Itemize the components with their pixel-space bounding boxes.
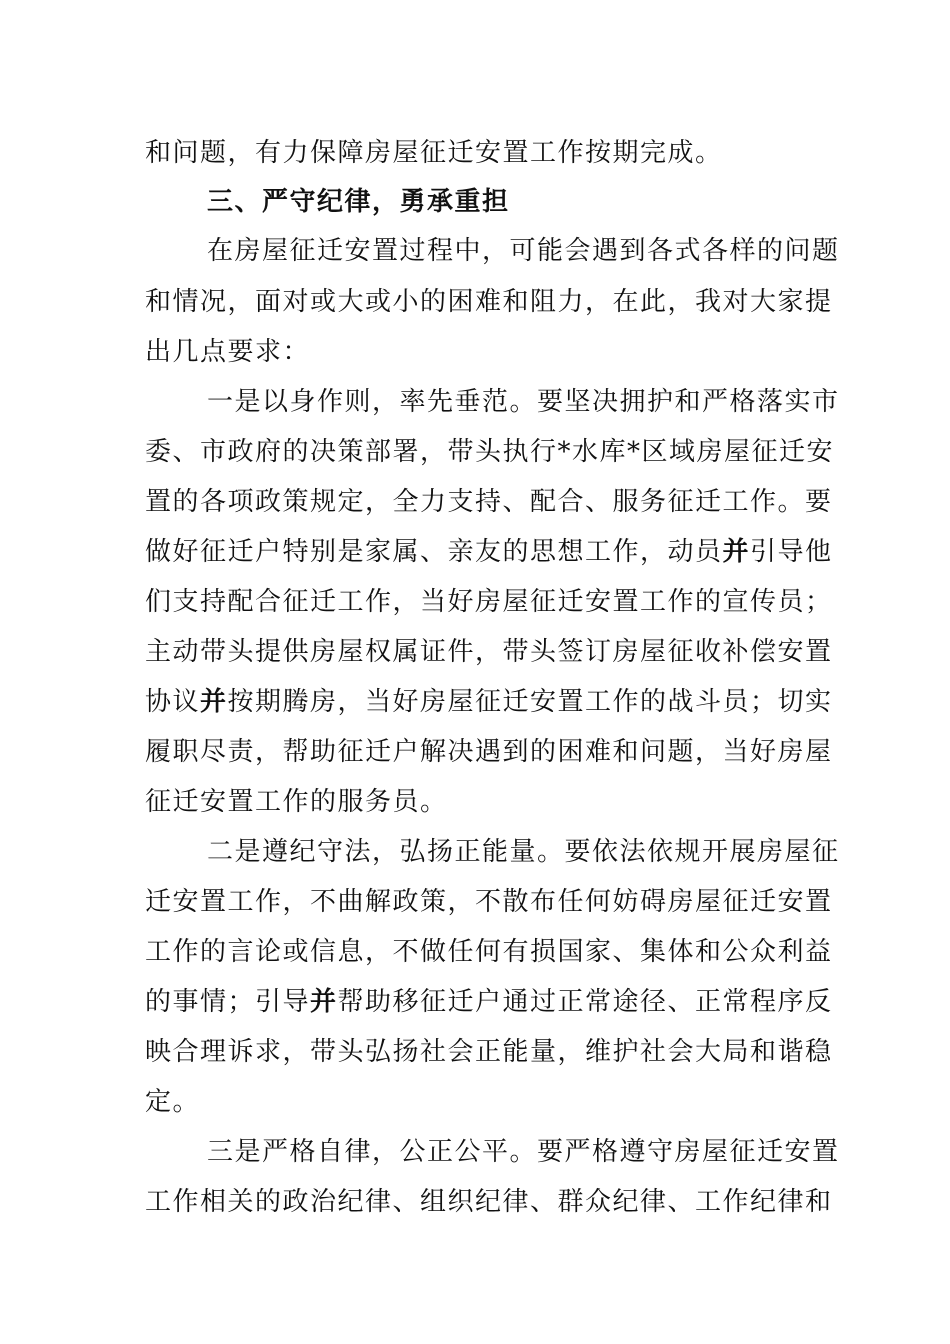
text-segment: 的事情；引导 bbox=[145, 987, 311, 1017]
paragraph-line: 在房屋征迁安置过程中，可能会遇到各式各样的问题 bbox=[207, 236, 840, 266]
paragraph-line: 迁安置工作，不曲解政策，不散布任何妨碍房屋征迁安置 bbox=[145, 887, 833, 917]
paragraph-line bbox=[145, 686, 833, 718]
text-segment: 帮助移征迁户通过正常途径、正常程序反 bbox=[337, 987, 833, 1017]
paragraph-line: 置的各项政策规定，全力支持、配合、服务征迁工作。要 bbox=[145, 487, 833, 517]
text-segment: 引导他 bbox=[750, 537, 833, 567]
paragraph-line: 委、市政府的决策部署，带头执行*水库*区域房屋征迁安 bbox=[145, 437, 835, 467]
paragraph-line: 工作的言论或信息，不做任何有损国家、集体和公众利益 bbox=[145, 937, 833, 967]
paragraph-line: 和问题，有力保障房屋征迁安置工作按期完成。 bbox=[145, 138, 723, 168]
emphasized-char: 并 bbox=[310, 987, 338, 1017]
paragraph-line: 工作相关的政治纪律、组织纪律、群众纪律、工作纪律和 bbox=[145, 1187, 833, 1217]
paragraph-line: 出几点要求： bbox=[145, 337, 311, 367]
paragraph-line: 定。 bbox=[145, 1087, 201, 1117]
emphasized-char: 并 bbox=[722, 537, 751, 567]
text-segment: 做好征迁户特别是家属、亲友的思想工作，动员 bbox=[145, 537, 723, 567]
text-segment: 协议 bbox=[145, 687, 201, 717]
text-segment: 按期腾房，当好房屋征迁安置工作的战斗员；切实 bbox=[227, 687, 833, 717]
paragraph-line: 和情况，面对或大或小的困难和阻力，在此，我对大家提 bbox=[145, 287, 833, 317]
paragraph-line: 映合理诉求，带头弘扬社会正能量，维护社会大局和谐稳 bbox=[145, 1037, 833, 1067]
paragraph-line: 主动带头提供房屋权属证件，带头签订房屋征收补偿安置 bbox=[145, 637, 833, 667]
paragraph-line: 三是严格自律，公正公平。要严格遵守房屋征迁安置 bbox=[207, 1137, 840, 1167]
paragraph-line: 一是以身作则，率先垂范。要坚决拥护和严格落实市 bbox=[207, 387, 840, 417]
paragraph-line: 履职尽责，帮助征迁户解决遇到的困难和问题，当好房屋 bbox=[145, 737, 833, 767]
paragraph-line: 们支持配合征迁工作，当好房屋征迁安置工作的宣传员； bbox=[145, 587, 833, 617]
paragraph-line bbox=[145, 986, 833, 1018]
emphasized-char: 并 bbox=[200, 687, 228, 717]
section-heading: 三、严守纪律，勇承重担 bbox=[207, 187, 510, 217]
paragraph-line: 征迁安置工作的服务员。 bbox=[145, 787, 448, 817]
paragraph-line bbox=[145, 536, 833, 568]
paragraph-line: 二是遵纪守法，弘扬正能量。要依法依规开展房屋征 bbox=[207, 837, 840, 867]
